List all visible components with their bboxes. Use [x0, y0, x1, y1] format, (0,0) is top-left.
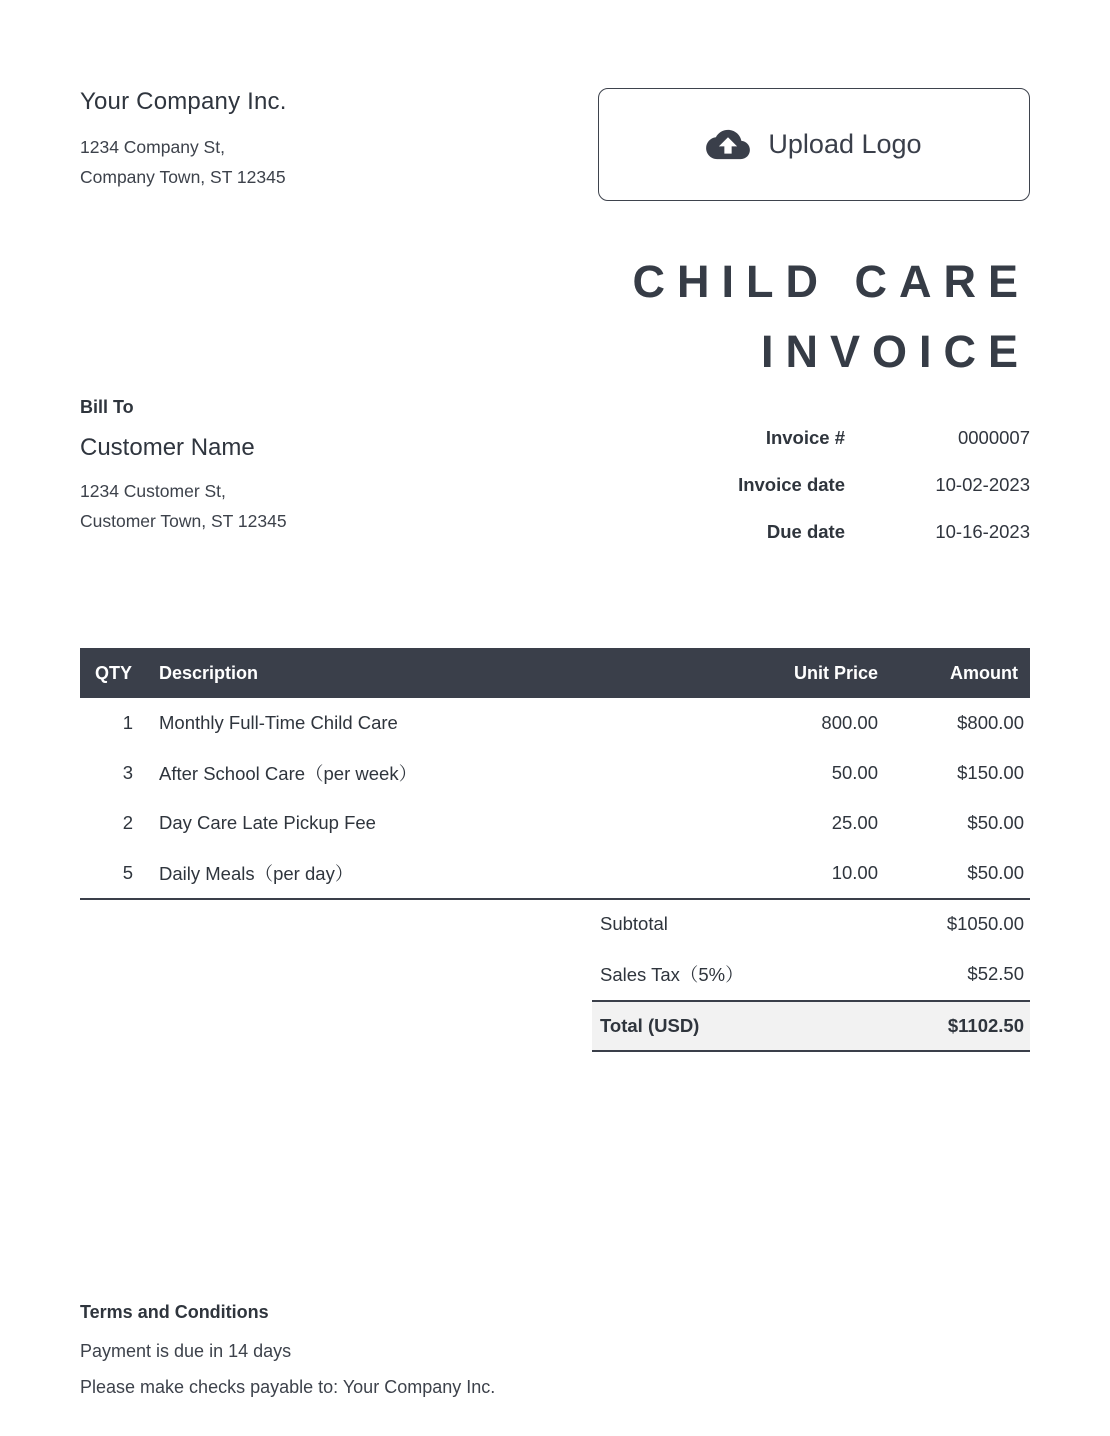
cell-qty: 5	[122, 862, 133, 883]
company-block	[80, 88, 287, 192]
cell-unit-price: 50.00	[831, 762, 878, 783]
invoice-meta	[592, 397, 1030, 568]
sales-tax-value: $52.50	[967, 963, 1024, 984]
table-row	[80, 798, 1030, 848]
cell-description: Day Care Late Pickup Fee	[159, 812, 376, 833]
due-date-row	[592, 521, 1030, 543]
customer-address-line1: 1234 Customer St,	[80, 481, 226, 501]
grand-total-label: Total (USD)	[600, 1015, 700, 1036]
terms-line1: Payment is due in 14 days	[80, 1341, 292, 1361]
header-description: Description	[159, 662, 259, 683]
items-table-body	[80, 698, 1030, 900]
subtotal-row	[592, 900, 1030, 948]
items-table-header	[80, 648, 1030, 698]
upload-logo-label: Upload Logo	[768, 129, 922, 159]
terms-heading: Terms and Conditions	[80, 1302, 269, 1322]
cell-amount: $50.00	[967, 812, 1024, 833]
header-unit-price: Unit Price	[793, 662, 878, 683]
company-address-line2: Company Town, ST 12345	[80, 167, 286, 187]
document-title-line1: CHILD CARE	[632, 256, 1030, 307]
terms-section	[80, 1302, 1030, 1405]
items-table	[80, 648, 1030, 1052]
cell-unit-price: 800.00	[821, 712, 878, 733]
terms-line2: Please make checks payable to: Your Company Inc.	[80, 1377, 496, 1397]
cell-qty: 3	[122, 762, 133, 783]
cell-amount: $800.00	[957, 712, 1024, 733]
invoice-date-value: 10-02-2023	[935, 474, 1030, 495]
due-date-label: Due date	[766, 521, 845, 542]
document-title	[80, 247, 1030, 387]
customer-name: Customer Name	[80, 434, 255, 461]
due-date-value: 10-16-2023	[935, 521, 1030, 542]
company-name: Your Company Inc.	[80, 88, 287, 115]
invoice-date-label: Invoice date	[738, 474, 845, 495]
cell-description: After School Care（per week）	[159, 763, 418, 784]
customer-address-line2: Customer Town, ST 12345	[80, 511, 287, 531]
upload-logo-button[interactable]	[598, 88, 1030, 201]
info-row	[80, 397, 1030, 568]
subtotal-label: Subtotal	[600, 913, 668, 934]
bill-to-label: Bill To	[80, 397, 134, 417]
table-row	[80, 748, 1030, 798]
company-address-line1: 1234 Company St,	[80, 137, 225, 157]
invoice-number-value: 0000007	[957, 427, 1030, 448]
grand-total-row	[592, 1000, 1030, 1052]
table-row	[80, 698, 1030, 748]
invoice-number-row	[592, 427, 1030, 449]
totals-section	[592, 900, 1030, 1052]
cloud-upload-icon	[706, 129, 750, 160]
cell-qty: 1	[122, 712, 133, 733]
cell-amount: $150.00	[957, 762, 1024, 783]
sales-tax-label: Sales Tax（5%）	[600, 964, 744, 985]
cell-unit-price: 10.00	[831, 862, 878, 883]
cell-qty: 2	[122, 812, 133, 833]
cell-description: Daily Meals（per day）	[159, 863, 354, 884]
table-row	[80, 848, 1030, 898]
customer-address	[80, 476, 287, 536]
header-amount: Amount	[950, 662, 1018, 683]
grand-total-value: $1102.50	[947, 1015, 1024, 1036]
company-address	[80, 132, 287, 192]
invoice-date-row	[592, 474, 1030, 496]
bill-to-block	[80, 397, 287, 568]
cell-unit-price: 25.00	[831, 812, 878, 833]
header-qty: QTY	[95, 662, 133, 683]
page-header	[80, 88, 1030, 201]
sales-tax-row	[592, 948, 1030, 1000]
subtotal-value: $1050.00	[946, 913, 1024, 934]
cell-amount: $50.00	[967, 862, 1024, 883]
invoice-number-label: Invoice #	[765, 427, 845, 448]
document-title-line2: INVOICE	[760, 326, 1030, 377]
cell-description: Monthly Full-Time Child Care	[159, 712, 398, 733]
